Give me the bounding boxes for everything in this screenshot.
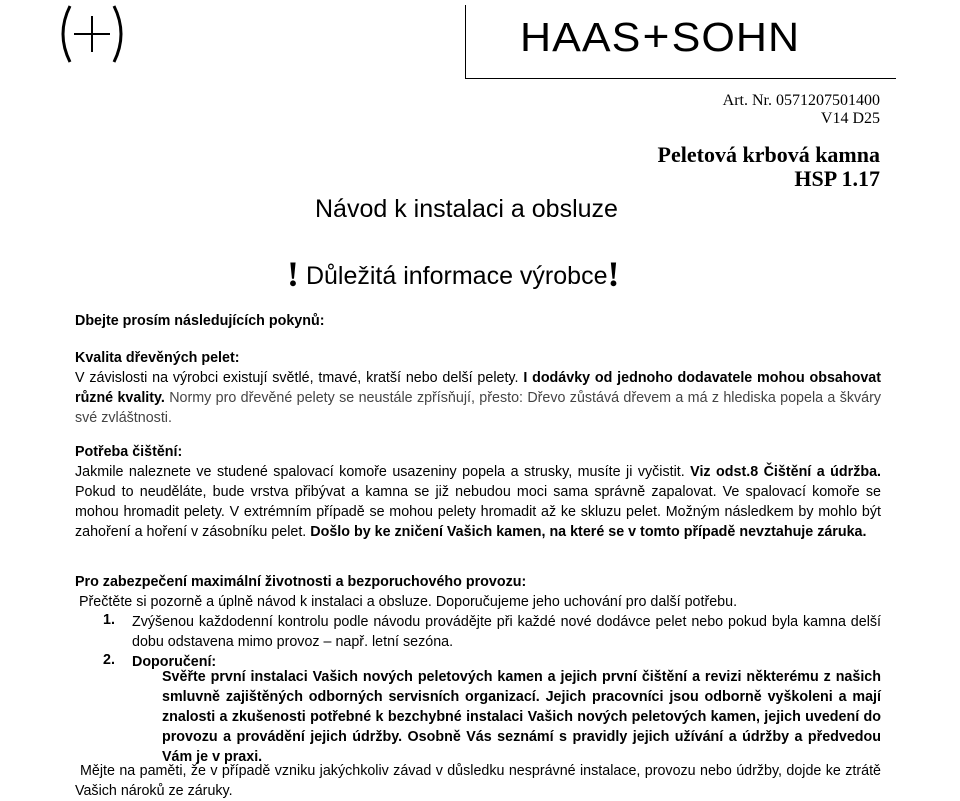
- cleaning-consequence-text: Pokud to neuděláte, bude vrstva přibývat a kamna se již nebudou moci sama správně zapalovat. Ve spalovací komoře se mohou hromadit pelety. V extrémním případě se mohou pelety hromadit až ke skluzu pelet. Možným následkem by mohlo být zahoření a hoření v zásobníku pelet.: [75, 484, 881, 540]
- important-heading: [287, 253, 619, 295]
- product-model: HSP 1.17: [794, 166, 880, 191]
- quality-section: [75, 348, 881, 428]
- recommendation-text: Svěřte první instalaci Vašich nových peletových kamen a jejich první čištění a revizi některému z našich smluvně zajištěných odborných servisních organizací. Jejich pracovníci jsou odborně vyškoleni a mají znalosti a zkušenosti potřebné k bezchybné instalaci Vašich nových peletových kamen, jejich uvedení do provozu a provádění jejich údržby. Osobně Vás seznámí s pravidly jejich užívání a údržby a předvedou Vám je v praxi.: [162, 669, 881, 765]
- closing-text: Mějte na paměti, že v případě vzniku jakýchkoliv závad v důsledku nesprávné instalace, provozu nebo údržby, dojde ke ztrátě Vašich nároků ze záruky.: [75, 763, 881, 799]
- product-name: Peletová krbová kamna: [657, 142, 880, 167]
- quality-text: V závislosti na výrobci existují světlé, tmavé, kratší nebo delší pelety.: [75, 370, 519, 386]
- important-text: Důležitá informace výrobce: [305, 262, 608, 290]
- cleaning-heading: Potřeba čištění:: [75, 444, 183, 460]
- list-item-text: Zvýšenou každodenní kontrolu podle návodu provádějte při každé nové dodávce pelet nebo pokud byla kamna delší dobu odstavena mimo provoz – např. letní sezóna.: [132, 614, 881, 650]
- exclamation-left: !: [287, 254, 299, 294]
- intro-text: [75, 311, 881, 331]
- quality-heading: Kvalita dřevěných pelet:: [75, 350, 240, 366]
- cleaning-section: [75, 442, 881, 542]
- list-item-number: 2.: [103, 652, 115, 668]
- list-item-number: 1.: [103, 612, 115, 628]
- brand-right: SOHN: [671, 14, 801, 60]
- header-divider: [465, 78, 896, 79]
- intro-label: Dbejte prosím následujících pokynů:: [75, 313, 325, 329]
- lifetime-heading-block: [75, 572, 881, 592]
- closing-note: [75, 761, 881, 801]
- article-info: [723, 92, 880, 128]
- version: V14 D25: [820, 110, 880, 127]
- brand-left: HAAS: [520, 14, 642, 60]
- cleaning-reference: Viz odst.8 Čištění a údržba.: [690, 464, 881, 480]
- brand-wordmark: [520, 12, 800, 62]
- cleaning-warning: Došlo by ke zničení Vašich kamen, na které se v tomto případě nevztahuje záruka.: [310, 524, 867, 540]
- header-divider-vertical: [465, 5, 466, 79]
- exclamation-right: !: [607, 254, 620, 294]
- quality-norms-text: Normy pro dřevěné pelety se neustále zpřísňují, přesto: Dřevo zůstává dřevem a má z hlediska popela a škváry své zvláštnosti.: [75, 390, 881, 426]
- article-number: Art. Nr. 0571207501400: [722, 92, 880, 109]
- brand-plus-logo-icon: [52, 2, 132, 66]
- product-info: [658, 143, 880, 191]
- lifetime-text-block: [79, 592, 885, 612]
- lifetime-text: Přečtěte si pozorně a úplně návod k instalaci a obsluze. Doporučujeme jeho uchování pro další potřebu.: [79, 594, 738, 610]
- quality-bold-text: I dodávky od jednoho dodavatele mohou obsahovat různé kvality.: [75, 370, 881, 406]
- cleaning-text: Jakmile naleznete ve studené spalovací komoře usazeniny popela a strusky, musíte ji vyčistit.: [75, 464, 685, 480]
- lifetime-heading: Pro zabezpečení maximální životnosti a bezporuchového provozu:: [75, 574, 527, 590]
- brand-plus: +: [642, 12, 671, 61]
- page-title: Návod k instalaci a obsluze: [315, 195, 618, 223]
- recommendation-heading: Doporučení:: [132, 654, 217, 670]
